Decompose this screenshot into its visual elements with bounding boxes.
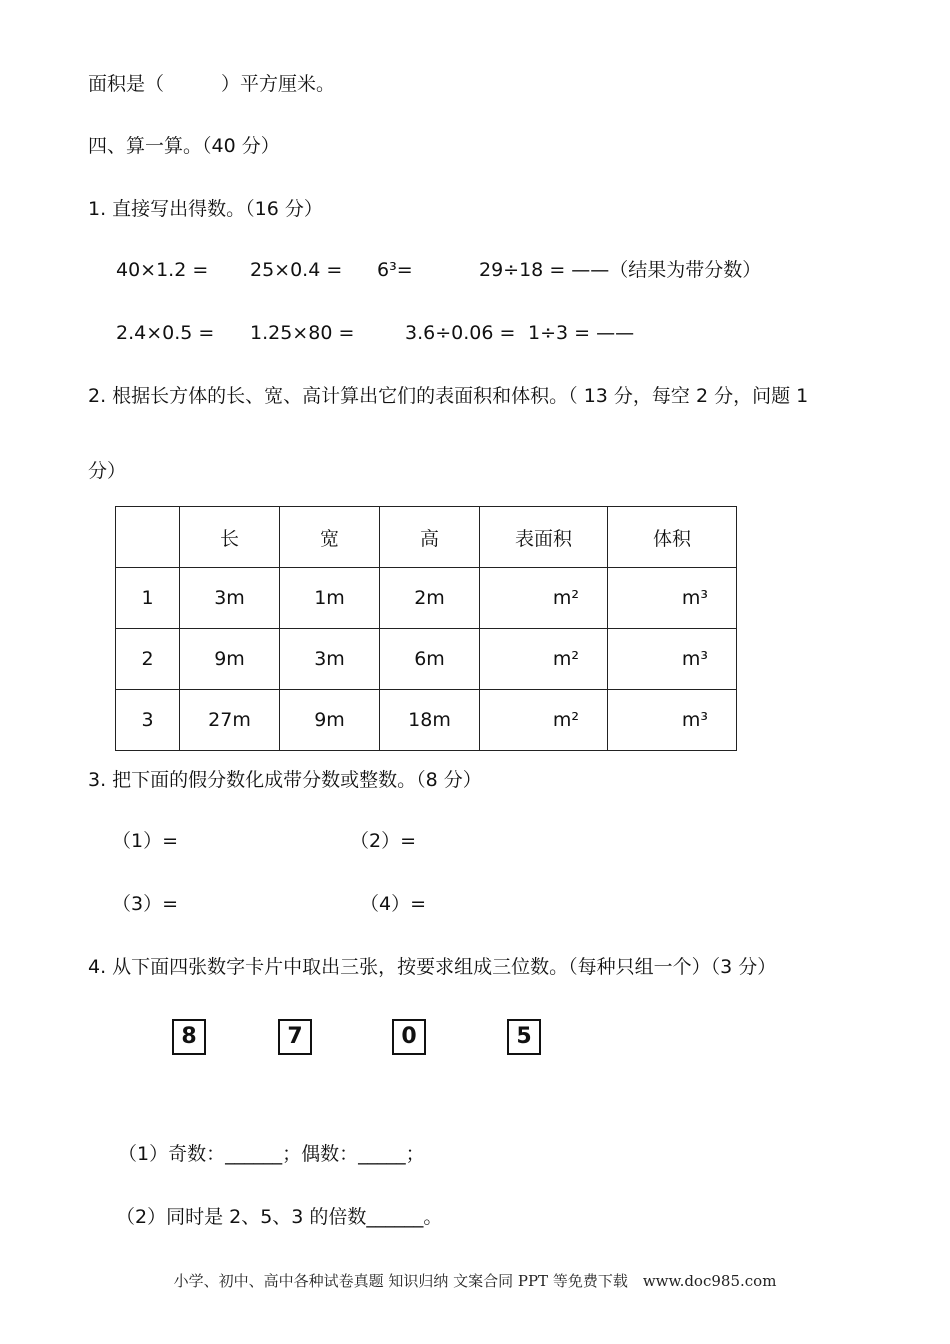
- table-cell: 27m: [180, 690, 280, 751]
- q3-title: 3. 把下面的假分数化成带分数或整数。（8 分）: [88, 769, 482, 791]
- page-footer: 小学、初中、高中各种试卷真题 知识归纳 文案合同 PPT 等免费下载 www.doc985.com: [173, 1272, 777, 1290]
- table-cell: 9m: [180, 629, 280, 690]
- table-cell: m²: [480, 690, 608, 751]
- q1-title: 1. 直接写出得数。（16 分）: [88, 198, 323, 220]
- section4-title: 四、算一算。（40 分）: [88, 135, 280, 157]
- table-header-cell: 宽: [280, 507, 380, 568]
- table-header-cell: 表面积: [480, 507, 608, 568]
- fraction-item: （2）=: [350, 830, 417, 852]
- fraction-item: （1）=: [112, 830, 179, 852]
- calc-item: 1÷3 = ——: [528, 322, 635, 344]
- calc-item: 25×0.4 =: [250, 259, 343, 281]
- table-cell: 2m: [380, 568, 480, 629]
- calc-item: 40×1.2 =: [116, 259, 209, 281]
- table-cell: 9m: [280, 690, 380, 751]
- table-cell: 2: [116, 629, 180, 690]
- q2-title: 2. 根据长方体的长、宽、高计算出它们的表面积和体积。（ 13 分，每空 2 分，问题 1: [88, 385, 809, 407]
- table-row: [116, 690, 737, 751]
- table-cell: m²: [480, 568, 608, 629]
- q4-answer-multiple: （2）同时是 2、5、3 的倍数______。: [116, 1206, 443, 1228]
- area-line: 面积是（ ）平方厘米。: [88, 73, 336, 95]
- table-cell: 3: [116, 690, 180, 751]
- calc-item: 29÷18 = ——（结果为带分数）: [479, 259, 762, 281]
- fraction-item: （4）=: [360, 893, 427, 915]
- table-cell: 1m: [280, 568, 380, 629]
- cuboid-table: [115, 506, 737, 751]
- q4-answer-odd-even: （1）奇数：______；偶数：_____；: [118, 1143, 425, 1165]
- digit-card: 0: [392, 1019, 426, 1055]
- digit-card: 5: [507, 1019, 541, 1055]
- fraction-item: （3）=: [112, 893, 179, 915]
- table-cell: 1: [116, 568, 180, 629]
- table-cell: 6m: [380, 629, 480, 690]
- table-cell: 3m: [280, 629, 380, 690]
- digit-card: 8: [172, 1019, 206, 1055]
- table-header-cell: 长: [180, 507, 280, 568]
- table-cell: m²: [480, 629, 608, 690]
- q4-title: 4. 从下面四张数字卡片中取出三张，按要求组成三位数。（每种只组一个）（3 分）: [88, 956, 777, 978]
- calc-item: 2.4×0.5 =: [116, 322, 215, 344]
- table-cell: 3m: [180, 568, 280, 629]
- table-cell: m³: [608, 568, 737, 629]
- table-header-row: [116, 507, 737, 568]
- q2-title-cont: 分）: [88, 460, 127, 482]
- table-header-cell: 高: [380, 507, 480, 568]
- table-header-cell: [116, 507, 180, 568]
- table-cell: m³: [608, 690, 737, 751]
- digit-card: 7: [278, 1019, 312, 1055]
- table-header-cell: 体积: [608, 507, 737, 568]
- table-row: [116, 568, 737, 629]
- calc-item: 1.25×80 =: [250, 322, 355, 344]
- table-row: [116, 629, 737, 690]
- calc-item: 3.6÷0.06 =: [405, 322, 516, 344]
- table-cell: 18m: [380, 690, 480, 751]
- table-cell: m³: [608, 629, 737, 690]
- calc-item: 6³=: [377, 259, 413, 281]
